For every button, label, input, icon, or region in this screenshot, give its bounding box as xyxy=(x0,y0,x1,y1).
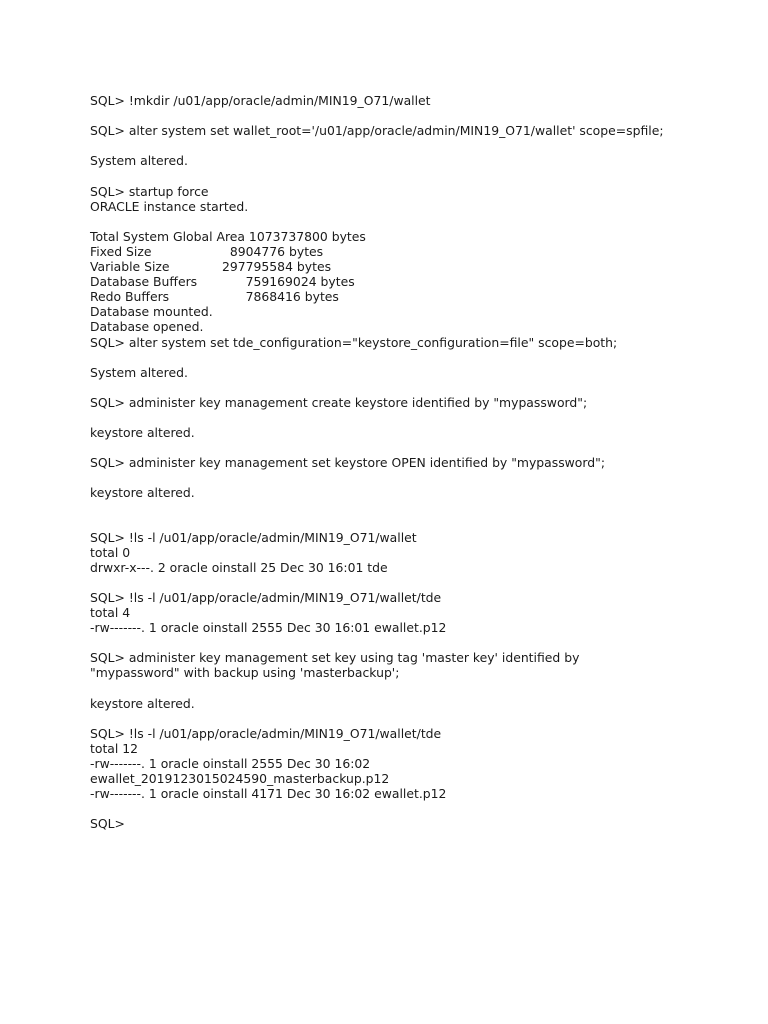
sga-stat-row xyxy=(90,274,750,289)
text-line: SQL> administer key management set keystore OPEN identified by "mypassword"; xyxy=(90,455,606,471)
blank-line xyxy=(90,575,750,590)
sga-stat-label: Database Buffers xyxy=(90,274,198,290)
text-line: Database mounted. xyxy=(90,304,213,320)
text-line: keystore altered. xyxy=(90,485,195,501)
blank-line xyxy=(90,801,750,816)
blank-line xyxy=(90,410,750,425)
text-line: SQL> !ls -l /u01/app/oracle/admin/MIN19_O71/wallet/tde xyxy=(90,725,442,741)
blank-line xyxy=(90,168,750,183)
blank-line xyxy=(90,138,750,153)
text-line: System altered. xyxy=(90,153,188,169)
text-line: SQL> alter system set tde_configuration="keystore_configuration=file" scope=both; xyxy=(90,334,618,350)
sga-stat-label: Variable Size xyxy=(90,259,170,275)
text-line: ewallet_2019123015024590_masterbackup.p12 xyxy=(90,771,390,787)
text-line: drwxr-x---. 2 oracle oinstall 25 Dec 30 16:01 tde xyxy=(90,559,388,575)
sga-stat-value: 297795584 bytes xyxy=(222,259,332,275)
document-body xyxy=(90,93,750,832)
sga-stat-value: 7868416 bytes xyxy=(222,289,339,305)
blank-line xyxy=(90,681,750,696)
text-line: total 0 xyxy=(90,544,131,560)
text-line: System altered. xyxy=(90,364,188,380)
text-line: SQL> !ls -l /u01/app/oracle/admin/MIN19_O71/wallet xyxy=(90,529,417,545)
sga-stat-value: 759169024 bytes xyxy=(222,274,355,290)
text-line: Database opened. xyxy=(90,319,204,335)
text-line: -rw-------. 1 oracle oinstall 2555 Dec 30 16:01 ewallet.p12 xyxy=(90,620,447,636)
text-line: SQL> administer key management set key using tag 'master key' identified by xyxy=(90,650,580,666)
text-line: -rw-------. 1 oracle oinstall 2555 Dec 30 16:02 xyxy=(90,756,371,772)
blank-line xyxy=(90,711,750,726)
sga-stat-value: 8904776 bytes xyxy=(222,243,324,259)
blank-line xyxy=(90,516,750,530)
sga-stat-row xyxy=(90,289,750,304)
text-line: SQL> !mkdir /u01/app/oracle/admin/MIN19_O71/wallet xyxy=(90,93,431,108)
text-line: "mypassword" with backup using 'masterbackup'; xyxy=(90,665,400,681)
text-line: SQL> !ls -l /u01/app/oracle/admin/MIN19_O71/wallet/tde xyxy=(90,590,442,605)
sga-stat-row xyxy=(90,244,750,259)
text-line: keystore altered. xyxy=(90,695,195,711)
text-line: SQL> startup force xyxy=(90,183,209,199)
text-line: total 12 xyxy=(90,740,139,756)
sga-stat-row xyxy=(90,259,750,274)
blank-line xyxy=(90,470,750,485)
blank-line xyxy=(90,380,750,395)
text-line: -rw-------. 1 oracle oinstall 4171 Dec 30 16:02 ewallet.p12 xyxy=(90,786,447,802)
sga-stat-label: Redo Buffers xyxy=(90,289,170,305)
text-line: total 4 xyxy=(90,605,131,621)
blank-line xyxy=(90,350,750,365)
text-line: Total System Global Area 1073737800 bytes xyxy=(90,228,366,244)
sga-stat-label: Fixed Size xyxy=(90,243,152,259)
text-line: keystore altered. xyxy=(90,425,195,441)
blank-line xyxy=(90,501,750,516)
blank-line xyxy=(90,108,750,123)
text-line: SQL> alter system set wallet_root='/u01/app/oracle/admin/MIN19_O71/wallet' scope=spfile; xyxy=(90,123,664,139)
text-line: ORACLE instance started. xyxy=(90,198,249,214)
sql-prompt: SQL> xyxy=(90,816,125,832)
blank-line xyxy=(90,214,750,229)
blank-line xyxy=(90,440,750,455)
text-line: SQL> administer key management create keystore identified by "mypassword"; xyxy=(90,394,588,410)
blank-line xyxy=(90,635,750,650)
